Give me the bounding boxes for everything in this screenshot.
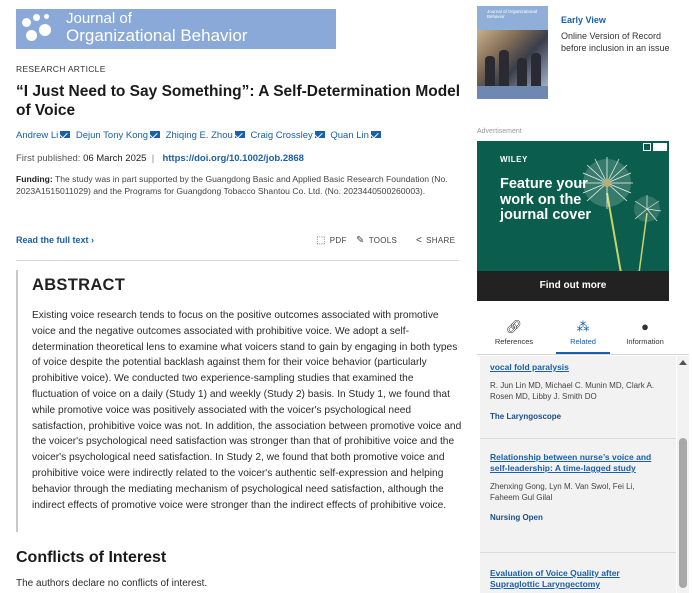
early-view-description: Online Version of Record before inclusion in an issue	[561, 31, 670, 53]
related-article-journal[interactable]: Nursing Open	[490, 513, 543, 522]
share-button[interactable]: < SHARE	[416, 235, 456, 246]
cover-photo	[477, 30, 548, 86]
funding-statement	[16, 173, 464, 197]
email-icon[interactable]	[150, 131, 160, 138]
related-articles-list	[480, 356, 676, 593]
author-link[interactable]: Andrew Li	[16, 130, 71, 141]
ad-headline: Feature your work on the journal cover	[500, 176, 592, 223]
chevron-right-icon: ›	[91, 235, 95, 245]
pdf-button[interactable]: ⬚ PDF	[316, 235, 347, 246]
link-icon: 🔗︎	[505, 319, 523, 334]
related-scrollbar[interactable]	[677, 356, 689, 593]
sidebar-tabs	[477, 318, 689, 354]
early-view-title[interactable]: Early View	[561, 15, 606, 25]
advertisement-label: Advertisement	[477, 128, 522, 135]
related-icon: ⁂	[576, 319, 590, 334]
email-icon[interactable]	[60, 131, 70, 138]
conflicts-heading: Conflicts of Interest	[16, 549, 167, 566]
find-out-more-button[interactable]: Find out more	[539, 280, 607, 291]
related-article-journal[interactable]: The Laryngoscope	[490, 412, 562, 421]
conflicts-text: The authors declare no conflicts of interest.	[16, 578, 208, 589]
article-toolbar	[16, 234, 459, 250]
related-article-link[interactable]: Evaluation of Voice Quality after Supraglottic Laryngectomy	[490, 568, 620, 589]
journal-cover-image[interactable]	[477, 6, 548, 99]
ad-brand: WILEY	[500, 155, 528, 164]
doi-link[interactable]: https://doi.org/10.1002/job.2868	[162, 153, 304, 164]
journal-logo-icon	[20, 12, 62, 46]
scroll-thumb[interactable]	[679, 438, 687, 588]
wrench-icon: ✎	[356, 235, 365, 246]
related-article-link[interactable]: Relationship between nurse’s voice and self-leadership: A time-lagged study	[490, 452, 652, 473]
funding-text: The study was in part supported by the Guangdong Basic and Applied Basic Research Foundation (No. 2023A1515011029) and the Programs for Guangdong Tobacco Shantou Co. Ltd. (No. 2023440500260003).	[16, 174, 448, 196]
tools-button[interactable]: ✎ TOOLS	[356, 235, 398, 246]
funding-label: Funding:	[16, 174, 53, 184]
related-article-authors: R. Jun Lin MD, Michael C. Munin MD, Clark A. Rosen MD, Libby J. Smith DO	[490, 381, 655, 401]
author-link[interactable]: Zhiqing E. Zhou	[166, 130, 246, 141]
list-item	[490, 568, 665, 590]
abstract-heading: ABSTRACT	[32, 276, 126, 294]
abstract-section	[16, 270, 462, 532]
email-icon[interactable]	[315, 131, 325, 138]
journal-name-line1: Journal of	[66, 10, 132, 27]
article-type: RESEARCH ARTICLE	[16, 64, 106, 74]
section-divider	[16, 260, 459, 261]
advertisement-banner[interactable]	[477, 141, 669, 301]
first-published-label: First published:	[16, 153, 81, 164]
dandelion-image	[577, 143, 667, 273]
tab-references[interactable]: 🔗︎ References	[482, 318, 546, 354]
article-title: “I Just Need to Say Something”: A Self-Determination Model of Voice	[16, 83, 461, 119]
cover-title: Journal of Organizational Behavior	[487, 9, 538, 19]
first-published-date: 06 March 2025	[83, 153, 147, 164]
tab-information[interactable]: ● Information	[613, 318, 677, 354]
list-item	[490, 452, 665, 522]
related-article-authors: Zhenxing Gong, Lyn M. Van Swol, Fei Li, Faheem Gul Gilal	[490, 482, 635, 502]
related-article-link[interactable]: vocal fold paralysis	[490, 362, 569, 372]
scroll-up-icon[interactable]	[679, 360, 687, 365]
pdf-icon: ⬚	[316, 235, 326, 246]
author-list	[16, 130, 466, 141]
journal-name-line2: Organizational Behavior	[66, 26, 248, 45]
publication-info: First published: 06 March 2025 | https://doi.org/10.1002/job.2868	[16, 153, 304, 164]
email-icon[interactable]	[235, 131, 245, 138]
journal-banner[interactable]	[16, 9, 336, 49]
author-link[interactable]: Dejun Tony Kong	[76, 130, 161, 141]
tab-related[interactable]: ⁂ Related	[551, 318, 615, 354]
share-icon: <	[416, 235, 423, 246]
email-icon[interactable]	[371, 131, 381, 138]
author-link[interactable]: Quan Lin	[330, 130, 382, 141]
info-icon: ●	[641, 319, 649, 334]
abstract-text: Existing voice research tends to focus on the positive outcomes associated with promotive voice and the negative outcomes associated with prohibitive voice. We adopt a self-determination theoretical lens to examine what voicers stand to gain by engaging in both types of voice despite the potential backlash against them for their voice behavior (particularly prohibitive voice). We conducted two experience-sampling studies that examined the fluctuation of voice on a daily (Study 1) and weekly (Study 2) basis. In Study 1, we found that while promotive voice was positively associated with the voicer's psychological need satisfaction, prohibitive voice was not. In addition, the association between promotive voice and the voicer's psychological need satisfaction was stronger than that of prohibitive voice and the voicer's psychological need satisfaction. In Study 2, we found that both promotive voice and prohibitive voice were indirectly related to the voicer's authentic self-expression and helping behavior through the mediating mechanism of psychological need satisfaction, although the indirect effects of promotive voice were stronger than the indirect effects of prohibitive voice.	[32, 310, 462, 511]
read-full-text-link[interactable]: Read the full text ›	[16, 235, 95, 245]
list-item	[490, 362, 665, 421]
author-link[interactable]: Craig Crossley	[250, 130, 325, 141]
